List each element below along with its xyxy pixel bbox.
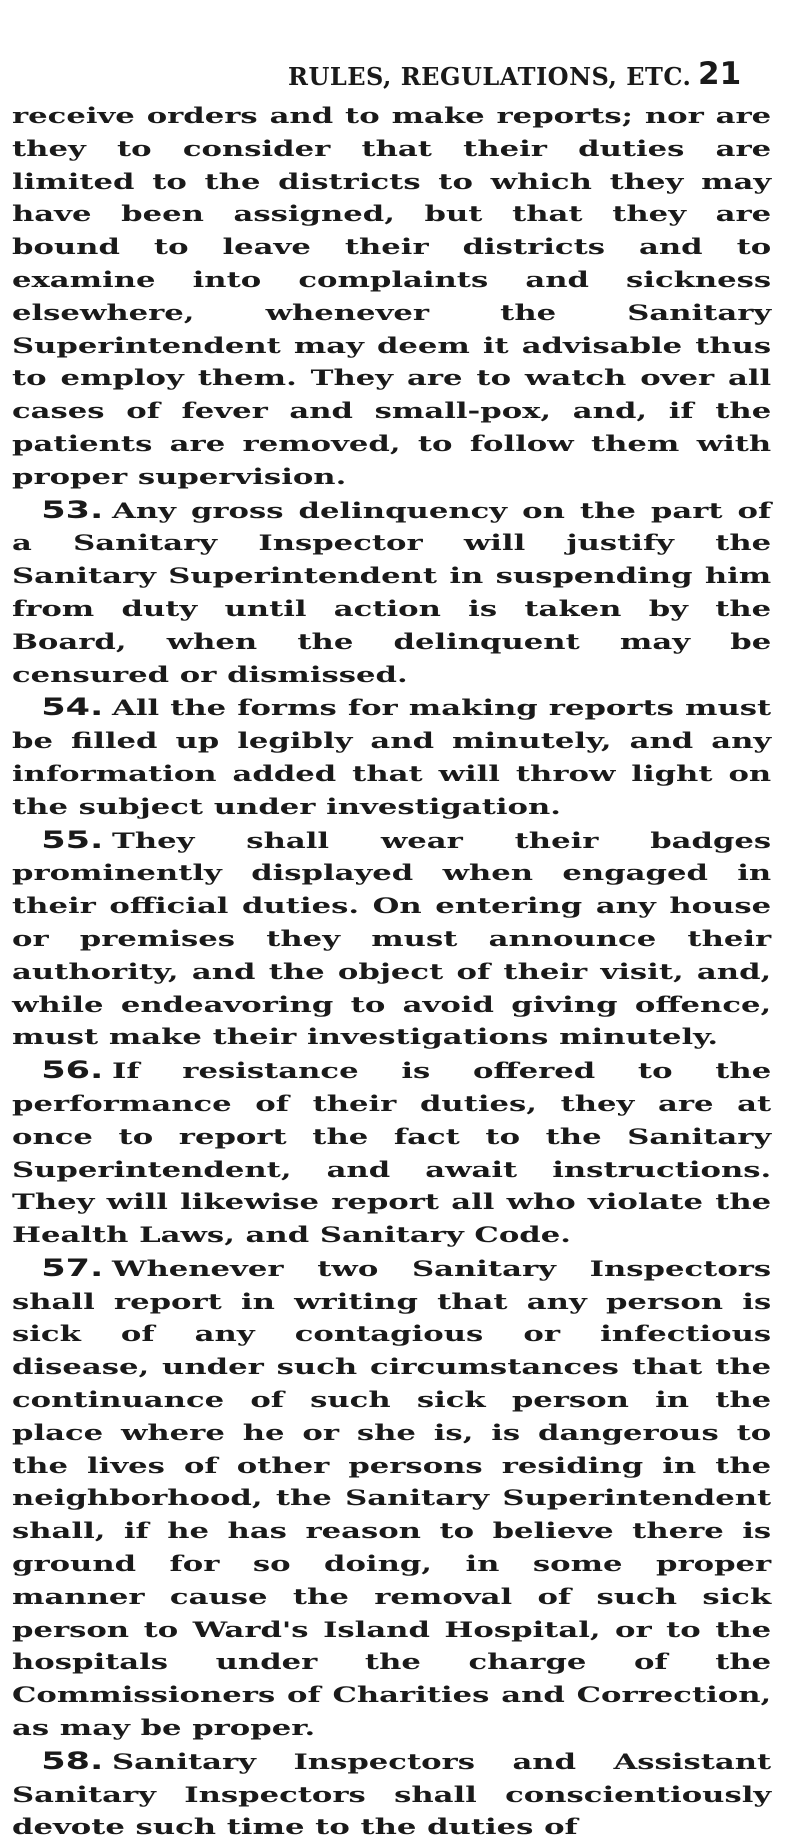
section-56 [12,1054,771,1252]
section-57 [12,1252,771,1745]
section-number: 58. [41,1746,104,1775]
paragraph-text: Any gross delinquency on the part of a Sanitary Inspector will justify the Sanitary Superintendent in suspending him from duty until action is taken by the Board, when the delinquent may be censured or dismissed. [12,497,772,687]
running-title: RULES, REGULATIONS, ETC. [288,62,692,91]
section-number: 57. [41,1253,104,1282]
section-54 [12,691,771,823]
section-number: 54. [41,693,104,722]
section-number: 55. [41,825,104,854]
section-53 [12,494,771,692]
page-number: 21 [698,56,742,92]
paragraph-text: They shall wear their badges prominently displayed when engaged in their official duties. On entering any house or premises they must announce their authority, and the object of their visit, and, while endeavoring to avoid giving offence, must make their investigations minutely. [12,827,772,1050]
paragraph-continued [12,100,771,494]
section-number: 56. [41,1056,104,1085]
paragraph-text: All the forms for making reports must be filled up legibly and minutely, and any information added that will throw light on the subject under investigation. [12,695,772,819]
paragraph-text: receive orders and to make reports; nor are they to consider that their duties are limited to the districts to which they may have been assigned, but that they are bound to leave their districts and to examine into complaints and sickness elsewhere, whenever the Sanitary Superintendent may deem it advisable thus to employ them. They are to watch over all cases of fever and small-pox, and, if the patients are removed, to follow them with proper supervision. [12,103,772,489]
running-head [0,58,801,98]
body-text [12,100,771,1844]
paragraph-text: Whenever two Sanitary Inspectors shall report in writing that any person is sick of any contagious or infectious disease, under such circumstances that the continuance of such sick person in the place where he or she is, is dangerous to the lives of other persons residing in the neighborhood, the Sanitary Superintendent shall, if he has reason to believe there is ground for so doing, in some proper manner cause the removal of such sick person to Ward's Island Hospital, or to the hospitals under the charge of the Commissioners of Charities and Correction, as may be proper. [12,1255,772,1741]
paragraph-text: If resistance is offered to the performance of their duties, they are at once to report the fact to the Sanitary Superintendent, and await instructions. They will likewise report all who violate the Health Laws, and Sanitary Code. [12,1058,772,1248]
section-number: 53. [41,495,104,524]
section-55 [12,824,771,1055]
section-58 [12,1745,771,1844]
paragraph-text: Sanitary Inspectors and Assistant Sanitary Inspectors shall conscientiously devote such time to the duties of [12,1748,772,1840]
